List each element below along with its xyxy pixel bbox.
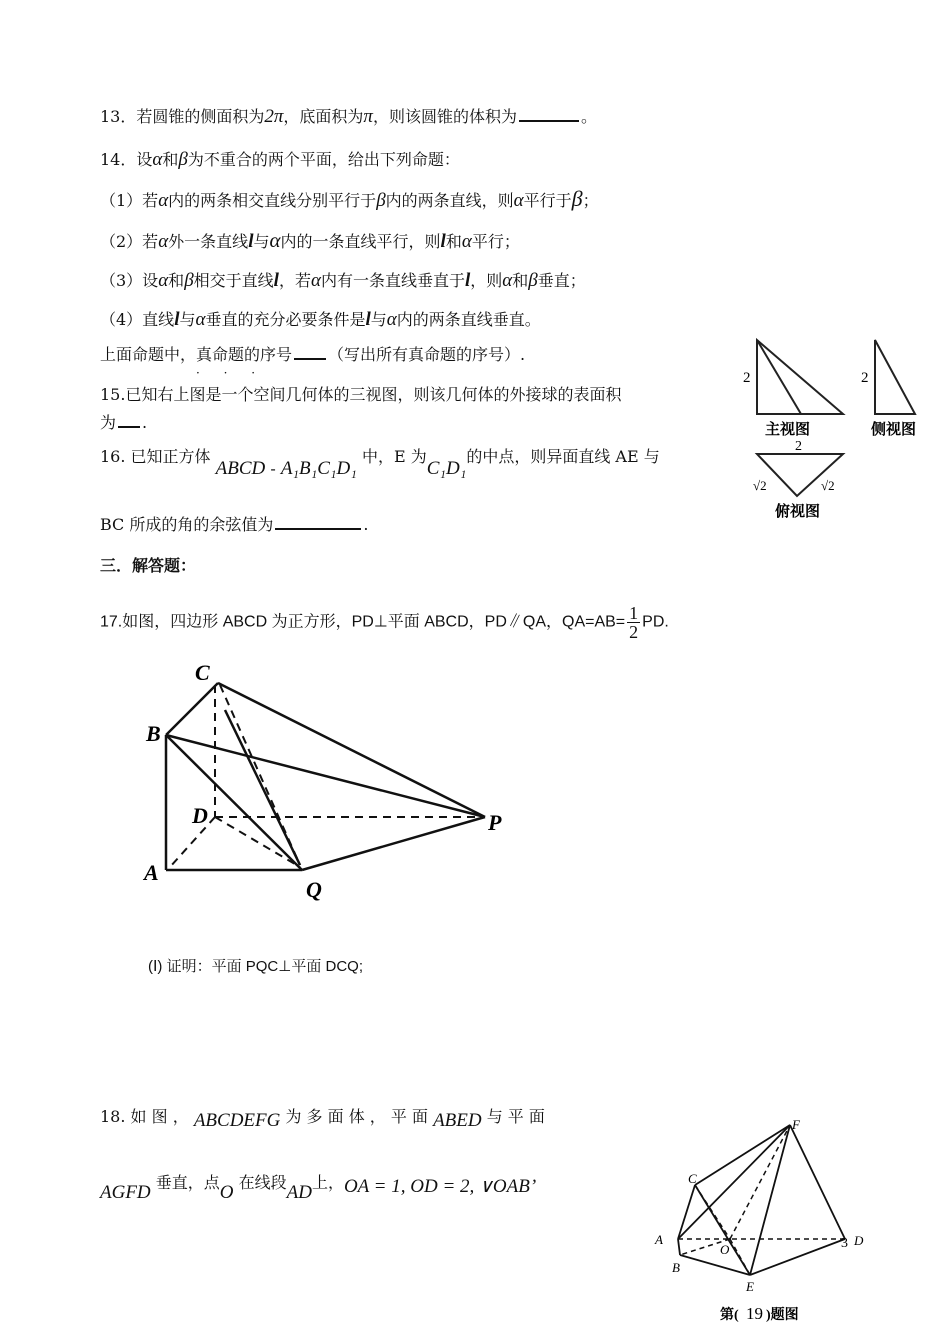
label-A: A xyxy=(655,1232,663,1247)
answer-blank xyxy=(118,412,140,428)
figure-caption-right: )题图 xyxy=(766,1308,799,1323)
question-17-figure xyxy=(140,655,520,910)
label-E: E xyxy=(746,1279,754,1294)
fraction: $\frac{1}{2}$ xyxy=(629,603,639,642)
label-D: D xyxy=(192,803,208,828)
proposition-1: （1）若α内的两条相交直线分别平行于β内的两条直线，则α平行于β； xyxy=(100,186,599,211)
question-18-figure xyxy=(650,1115,870,1325)
question-14-ask: 上面命题中，真命题 · · · 的序号 （写出所有真命题的序号）. xyxy=(100,345,526,380)
page-number: 3 xyxy=(841,1236,848,1251)
side-height-label: 2 xyxy=(861,370,869,386)
top-width-label: 2 xyxy=(795,439,802,454)
question-17-part1: (Ⅰ) 证明：平面 PQC⊥平面 DCQ; xyxy=(148,958,363,975)
side-view-label: 侧视图 xyxy=(871,422,917,438)
sqrt-left-label: √2 xyxy=(753,478,767,493)
proposition-4: （4）直线l与α垂直的充分必要条件是l与α内的两条直线垂直。 xyxy=(100,309,541,330)
label-F: F xyxy=(792,1117,800,1132)
figure-caption-left: 第( xyxy=(720,1308,739,1323)
question-16-line1: 16. 已知正方体 ABCD - A₁B₁C₁D₁ 中，E 为C₁D₁的中点，则异面直线 AE 与 xyxy=(100,447,660,479)
question-15-line1: 15.已知右上图是一个空间几何体的三视图，则该几何体的外接球的表面积 xyxy=(100,385,622,404)
label-O: O xyxy=(720,1242,730,1257)
front-height-label: 2 xyxy=(743,370,751,386)
sqrt-right-label: √2 xyxy=(821,478,835,493)
top-view-label: 俯视图 xyxy=(775,504,821,520)
label-B: B xyxy=(672,1260,680,1275)
three-view-figure xyxy=(735,330,935,530)
proposition-2: （2）若α外一条直线l与α内的一条直线平行，则l和α平行； xyxy=(100,228,520,252)
label-P: P xyxy=(488,810,502,835)
figure-caption-number: 19 xyxy=(746,1304,763,1323)
answer-blank xyxy=(294,344,326,360)
section-heading: 三．解答题： xyxy=(100,556,197,575)
label-Q: Q xyxy=(306,877,322,902)
front-view xyxy=(757,340,843,414)
question-14-stem: 14．设α和β为不重合的两个平面，给出下列命题： xyxy=(100,149,460,170)
question-16-line2: BC 所成的角的余弦值为 . xyxy=(100,515,369,534)
question-17: 17.如图，四边形 ABCD 为正方形，PD⊥平面 ABCD，PD∥QA，QA=AB= $\frac{1}{2}$ PD. xyxy=(100,603,669,642)
label-C: C xyxy=(195,660,210,685)
side-view xyxy=(875,340,915,414)
emphasized-text: 真命题 xyxy=(196,345,245,364)
answer-blank xyxy=(275,514,361,530)
label-B: B xyxy=(146,721,161,746)
question-13: 13．若圆锥的侧面积为2π，底面积为π，则该圆锥的体积为 。 xyxy=(100,106,597,127)
label-A: A xyxy=(144,860,159,885)
question-15-line2: 为 . xyxy=(100,413,148,432)
label-D: D xyxy=(854,1233,864,1248)
front-view-label: 主视图 xyxy=(765,422,811,438)
label-C: C xyxy=(688,1171,697,1186)
question-18-line1: 18. 如 图 ， ABCDEFG 为 多 面 体 ， 平 面 ABED 与 平 面 xyxy=(100,1107,545,1131)
proposition-3: （3）设α和β相交于直线l，若α内有一条直线垂直于l，则α和β垂直； xyxy=(100,270,586,291)
question-18-line2: AGFD 垂直，点O 在线段AD上，OA = 1, OD = 2, ∨OAB’ xyxy=(100,1173,537,1203)
answer-blank xyxy=(519,106,579,122)
